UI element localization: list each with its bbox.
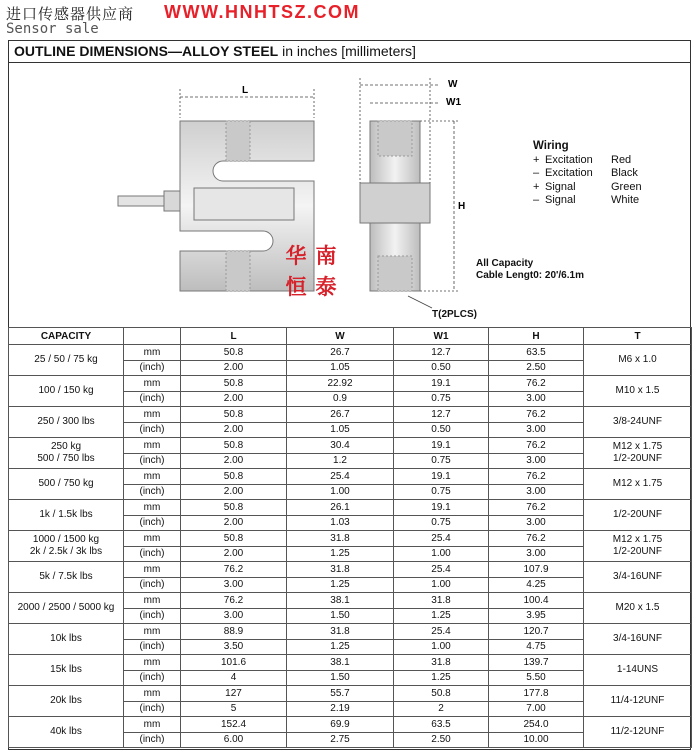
header-capacity: CAPACITY [9,328,124,345]
note-line-2: Cable Lengt0: 20'/6.1m [476,270,584,281]
capacity-cell: 500 / 750 kg [9,469,124,500]
page-header [0,0,699,40]
W1-inch-cell: 1.00 [394,546,489,562]
cable-note [476,258,584,282]
table-row [9,500,692,516]
capacity-cell: 10k lbs [9,624,124,655]
capacity-cell: 100 / 150 kg [9,376,124,407]
unit-inch-cell: (inch) [124,639,181,655]
note-line-1: All Capacity [476,258,534,269]
L-inch-cell: 2.00 [181,484,287,500]
H-mm-cell: 107.9 [489,562,584,578]
H-inch-cell: 4.25 [489,577,584,593]
thread-cell: 1-14UNS [584,655,692,686]
L-mm-cell: 50.8 [181,438,287,454]
W1-mm-cell: 63.5 [394,717,489,733]
seal-char-4: 泰 [315,275,337,299]
W1-inch-cell: 0.75 [394,484,489,500]
W-mm-cell: 31.8 [287,562,394,578]
H-mm-cell: 100.4 [489,593,584,609]
L-mm-cell: 50.8 [181,407,287,423]
dimensions-table [8,327,692,748]
W-inch-cell: 1.25 [287,546,394,562]
W1-inch-cell: 1.00 [394,639,489,655]
W1-inch-cell: 0.50 [394,360,489,376]
W-inch-cell: 1.25 [287,577,394,593]
W-inch-cell: 2.19 [287,701,394,717]
W1-mm-cell: 25.4 [394,562,489,578]
thread-cell: M10 x 1.5 [584,376,692,407]
H-inch-cell: 7.00 [489,701,584,717]
unit-mm-cell: mm [124,376,181,392]
capacity-cell: 250 / 300 lbs [9,407,124,438]
W-inch-cell: 1.50 [287,608,394,624]
W1-mm-cell: 12.7 [394,345,489,361]
header-W1: W1 [394,328,489,345]
table-row [9,407,692,423]
W-mm-cell: 26.7 [287,407,394,423]
W-inch-cell: 1.00 [287,484,394,500]
L-mm-cell: 76.2 [181,593,287,609]
W1-inch-cell: 0.75 [394,453,489,469]
unit-inch-cell: (inch) [124,453,181,469]
header-T: T [584,328,692,345]
W-mm-cell: 38.1 [287,655,394,671]
H-mm-cell: 76.2 [489,438,584,454]
unit-mm-cell: mm [124,531,181,547]
H-inch-cell: 2.50 [489,360,584,376]
thread-cell: 1/2-20UNF [584,500,692,531]
capacity-cell: 20k lbs [9,686,124,717]
W-inch-cell: 1.05 [287,360,394,376]
unit-inch-cell: (inch) [124,670,181,686]
L-inch-cell: 2.00 [181,515,287,531]
table-row [9,531,692,547]
unit-mm-cell: mm [124,593,181,609]
unit-inch-cell: (inch) [124,391,181,407]
H-inch-cell: 3.00 [489,484,584,500]
H-mm-cell: 254.0 [489,717,584,733]
unit-inch-cell: (inch) [124,732,181,748]
table-row [9,345,692,361]
unit-inch-cell: (inch) [124,515,181,531]
seal-char-3: 恒 [285,275,307,299]
unit-mm-cell: mm [124,562,181,578]
W-mm-cell: 38.1 [287,593,394,609]
unit-mm-cell: mm [124,686,181,702]
H-inch-cell: 3.00 [489,453,584,469]
W-inch-cell: 1.2 [287,453,394,469]
L-mm-cell: 50.8 [181,345,287,361]
thread-cell: 11/2-12UNF [584,717,692,748]
company-seal [281,242,343,304]
label-W: W [448,79,458,90]
unit-mm-cell: mm [124,407,181,423]
W-mm-cell: 30.4 [287,438,394,454]
table-row [9,655,692,671]
W1-mm-cell: 31.8 [394,593,489,609]
W-mm-cell: 31.8 [287,624,394,640]
section-title [14,43,416,59]
W-inch-cell: 1.50 [287,670,394,686]
thread-cell: M12 x 1.75 1/2-20UNF [584,531,692,562]
L-mm-cell: 50.8 [181,531,287,547]
L-inch-cell: 4 [181,670,287,686]
side-view [360,121,430,291]
L-mm-cell: 50.8 [181,469,287,485]
wiring-row: – Excitation Black [533,167,638,179]
W-inch-cell: 0.9 [287,391,394,407]
W-mm-cell: 26.1 [287,500,394,516]
header-L: L [181,328,287,345]
unit-inch-cell: (inch) [124,608,181,624]
H-inch-cell: 3.00 [489,546,584,562]
W1-inch-cell: 1.00 [394,577,489,593]
table-row [9,438,692,454]
L-inch-cell: 2.00 [181,422,287,438]
capacity-cell: 1000 / 1500 kg 2k / 2.5k / 3k lbs [9,531,124,562]
W1-mm-cell: 19.1 [394,438,489,454]
H-mm-cell: 76.2 [489,500,584,516]
unit-mm-cell: mm [124,624,181,640]
seal-char-2: 南 [315,244,337,268]
header-H: H [489,328,584,345]
header-url[interactable]: WWW.HNHTSZ.COM [164,2,360,22]
table-header-row [9,328,692,345]
W1-mm-cell: 25.4 [394,624,489,640]
H-inch-cell: 5.50 [489,670,584,686]
W1-inch-cell: 1.25 [394,608,489,624]
W1-inch-cell: 2.50 [394,732,489,748]
thread-cell: M12 x 1.75 [584,469,692,500]
W-mm-cell: 55.7 [287,686,394,702]
W-inch-cell: 2.75 [287,732,394,748]
L-mm-cell: 50.8 [181,500,287,516]
L-mm-cell: 152.4 [181,717,287,733]
table-row [9,562,692,578]
thread-cell: M12 x 1.75 1/2-20UNF [584,438,692,469]
W1-inch-cell: 2 [394,701,489,717]
L-mm-cell: 127 [181,686,287,702]
capacity-cell: 5k / 7.5k lbs [9,562,124,593]
L-mm-cell: 50.8 [181,376,287,392]
label-W1: W1 [446,97,461,108]
L-inch-cell: 3.00 [181,608,287,624]
table-row [9,469,692,485]
title-bold: OUTLINE DIMENSIONS—ALLOY STEEL [14,43,279,59]
W1-mm-cell: 19.1 [394,500,489,516]
W-inch-cell: 1.25 [287,639,394,655]
H-mm-cell: 177.8 [489,686,584,702]
H-mm-cell: 120.7 [489,624,584,640]
unit-inch-cell: (inch) [124,577,181,593]
unit-inch-cell: (inch) [124,360,181,376]
unit-mm-cell: mm [124,438,181,454]
W1-inch-cell: 0.50 [394,422,489,438]
H-inch-cell: 3.95 [489,608,584,624]
H-inch-cell: 4.75 [489,639,584,655]
wiring-row: + Excitation Red [533,153,632,166]
unit-inch-cell: (inch) [124,701,181,717]
thread-cell: 3/4-16UNF [584,562,692,593]
wiring-row: – Signal White [533,194,640,206]
unit-mm-cell: mm [124,717,181,733]
thread-cell: 3/8-24UNF [584,407,692,438]
W1-inch-cell: 0.75 [394,391,489,407]
header-subtitle: Sensor sale [6,21,99,37]
capacity-cell: 15k lbs [9,655,124,686]
thread-cell: 11/4-12UNF [584,686,692,717]
capacity-cell: 25 / 50 / 75 kg [9,345,124,376]
L-inch-cell: 3.00 [181,577,287,593]
title-units: in inches [millimeters] [278,43,416,59]
seal-char-1: 华 [285,244,307,268]
W1-mm-cell: 31.8 [394,655,489,671]
L-inch-cell: 2.00 [181,546,287,562]
L-mm-cell: 101.6 [181,655,287,671]
H-mm-cell: 76.2 [489,376,584,392]
unit-inch-cell: (inch) [124,546,181,562]
unit-mm-cell: mm [124,345,181,361]
wiring-row: + Signal Green [533,180,642,193]
table-row [9,376,692,392]
header-company-text: 进口传感器供应商 [6,5,135,23]
L-inch-cell: 3.50 [181,639,287,655]
capacity-cell: 250 kg 500 / 750 lbs [9,438,124,469]
wiring-title: Wiring [533,140,569,152]
capacity-cell: 2000 / 2500 / 5000 kg [9,593,124,624]
L-inch-cell: 2.00 [181,360,287,376]
L-mm-cell: 76.2 [181,562,287,578]
L-mm-cell: 88.9 [181,624,287,640]
wiring-legend [533,140,642,208]
H-inch-cell: 3.00 [489,422,584,438]
W1-mm-cell: 19.1 [394,376,489,392]
H-mm-cell: 139.7 [489,655,584,671]
W-mm-cell: 25.4 [287,469,394,485]
label-T: T(2PLCS) [432,309,477,320]
unit-mm-cell: mm [124,469,181,485]
header-W: W [287,328,394,345]
H-inch-cell: 10.00 [489,732,584,748]
L-inch-cell: 2.00 [181,391,287,407]
header-unit [124,328,181,345]
thread-cell: M6 x 1.0 [584,345,692,376]
label-H: H [458,201,466,212]
L-inch-cell: 5 [181,701,287,717]
W1-mm-cell: 19.1 [394,469,489,485]
W-inch-cell: 1.05 [287,422,394,438]
table-row [9,593,692,609]
H-mm-cell: 76.2 [489,469,584,485]
W1-mm-cell: 25.4 [394,531,489,547]
H-mm-cell: 76.2 [489,531,584,547]
W-mm-cell: 26.7 [287,345,394,361]
table-row [9,717,692,733]
thread-cell: M20 x 1.5 [584,593,692,624]
label-L: L [242,85,249,96]
H-inch-cell: 3.00 [489,391,584,407]
W1-inch-cell: 0.75 [394,515,489,531]
thread-cell: 3/4-16UNF [584,624,692,655]
table-row [9,686,692,702]
W-mm-cell: 31.8 [287,531,394,547]
unit-mm-cell: mm [124,500,181,516]
W1-mm-cell: 50.8 [394,686,489,702]
W-mm-cell: 69.9 [287,717,394,733]
unit-inch-cell: (inch) [124,484,181,500]
W1-inch-cell: 1.25 [394,670,489,686]
capacity-cell: 40k lbs [9,717,124,748]
H-mm-cell: 76.2 [489,407,584,423]
L-inch-cell: 6.00 [181,732,287,748]
table-row [9,624,692,640]
H-mm-cell: 63.5 [489,345,584,361]
W1-mm-cell: 12.7 [394,407,489,423]
unit-inch-cell: (inch) [124,422,181,438]
W-inch-cell: 1.03 [287,515,394,531]
H-inch-cell: 3.00 [489,515,584,531]
unit-mm-cell: mm [124,655,181,671]
W-mm-cell: 22.92 [287,376,394,392]
capacity-cell: 1k / 1.5k lbs [9,500,124,531]
L-inch-cell: 2.00 [181,453,287,469]
